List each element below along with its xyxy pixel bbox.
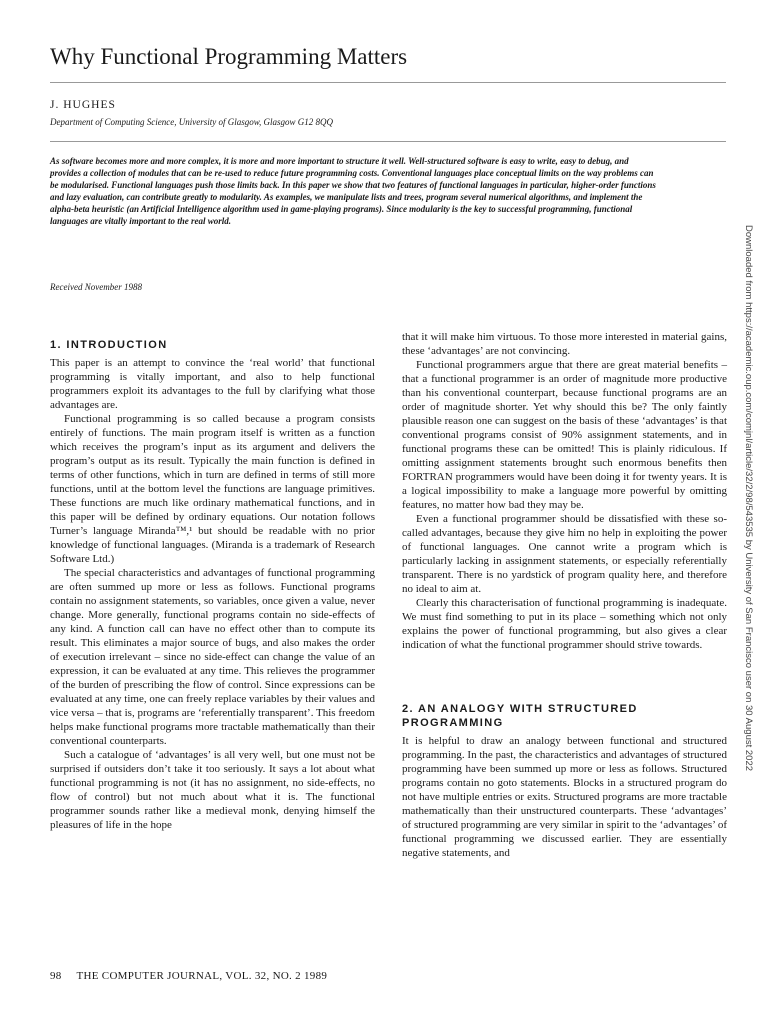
section-heading-analogy: 2. AN ANALOGY WITH STRUCTURED PROGRAMMING xyxy=(402,703,638,729)
paragraph: Clearly this characterisation of functional programming is inadequate. We must find something to put in its place – something which not only explains the power of functional programming, but also gives a clear indication of what the functional programmer should strive towards. xyxy=(402,597,727,651)
abstract-rule xyxy=(50,141,726,142)
left-column xyxy=(50,338,375,832)
paper-title: Why Functional Programming Matters xyxy=(50,44,408,69)
paragraph: that it will make him virtuous. To those more interested in material gains, these ‘advantages’ are not convincing. xyxy=(402,331,727,357)
author-affiliation: Department of Computing Science, University of Glasgow, Glasgow G12 8QQ xyxy=(50,117,334,127)
section-heading-introduction: 1. INTRODUCTION xyxy=(50,339,168,351)
header-rule xyxy=(50,82,726,83)
paragraph: The special characteristics and advantages of functional programming are often summed up more or less as follows. Functional programs contain no assignment statements, so variables, once given a value, never change. More generally, functional programs contain no side-effects of any kind. A function call can have no effect other than to compute its result. This eliminates a major source of bugs, and also makes the order of execution irrelevant – since no side-effect can change the value of an expression, it can be evaluated at any time. This relieves the programmer of the burden of prescribing the flow of control. Since expressions can be evaluated at any time, one can freely replace variables by their values and vice versa – that is, programs are ‘referentially transparent’. This freedom helps make functional programs more tractable mathematically than their conventional counterparts. xyxy=(50,567,375,747)
journal-citation: THE COMPUTER JOURNAL, VOL. 32, NO. 2 1989 xyxy=(76,970,328,982)
paragraph: Such a catalogue of ‘advantages’ is all very well, but one must not be surprised if outsiders don’t take it too seriously. It says a lot about what functional programming is not (it has no assignment, no side-effects, no flow of control) but not much about what it is. The functional programmer sounds rather like a medieval monk, denying himself the pleasures of life in the hope xyxy=(50,749,375,831)
paragraph: This paper is an attempt to convince the ‘real world’ that functional programming is vitally important, and also to help functional programmers exploit its advantages to the full by clarifying what those advantages are. xyxy=(50,357,375,411)
paragraph: Even a functional programmer should be dissatisfied with these so-called advantages, because they give him no help in exploiting the power of functional languages. One cannot write a program which is particularly lacking in assignment statements, or especially referentially transparent. There is no yardstick of program quality here, and therefore no ideal to aim at. xyxy=(402,513,727,595)
right-column xyxy=(402,330,727,860)
paragraph: Functional programmers argue that there are great material benefits – that a functional programmer is an order of magnitude more productive than his conventional counterpart, because functional programs are an order of magnitude shorter. Yet why should this be? The only faintly plausible reason one can suggest on the basis of these ‘advantages’ is that conventional programs consist of 90% assignment statements, and in functional programs these can be omitted! This is plainly ridiculous. If omitting assignment statements brought such enormous benefits then FORTRAN programmers would have been doing it for twenty years. It is a logical impossibility to make a language more powerful by omitting features, no matter how bad they may be. xyxy=(402,359,727,511)
download-watermark: Downloaded from https://academic.oup.com/comjnl/article/32/2/98/543535 by University of San Francisco user on 30 August 2022 xyxy=(743,225,754,772)
section-gap xyxy=(402,652,727,702)
received-date: Received November 1988 xyxy=(50,282,142,292)
author-name: J. HUGHES xyxy=(50,99,116,111)
page-footer xyxy=(50,970,327,982)
abstract: As software becomes more and more complex, it is more and more important to structure it well. Well-structured software is easy to write, easy to debug, and provides a collection of modules that can be re-used to reduce future programming costs. Conventional languages place conceptual limits on the way problems can be modularised. Functional languages push those limits back. In this paper we show that two features of functional languages in particular, higher-order functions and lazy evaluation, can contribute greatly to modularity. As examples, we manipulate lists and trees, program several numerical algorithms, and implement the alpha-beta heuristic (an Artificial Intelligence algorithm used in game-playing programs). Since modularity is the key to successful programming, functional languages are vitally important to the real world. xyxy=(50,156,656,226)
paragraph: It is helpful to draw an analogy between functional and structured programming. In the past, the characteristics and advantages of structured programming have been summed up more or less as follows. Structured programs contain no goto statements. Blocks in a structured program do not have multiple entries or exits. Structured programs are more tractable mathematically than their unstructured counterparts. These ‘advantages’ of structured programming are very similar in spirit to the ‘advantages’ of functional programming we discussed earlier. They are essentially negative statements, and xyxy=(402,735,727,859)
paragraph: Functional programming is so called because a program consists entirely of functions. The main program itself is written as a function which receives the program’s input as its argument and delivers the program’s output as its result. Typically the main function is defined in terms of other functions, which in turn are defined in terms of still more functions, until at the bottom level the functions are language primitives. These functions are much like ordinary mathematical functions, and in this paper will be defined by ordinary equations. Our notation follows Turner’s language Miranda™,¹ but should be readable with no prior knowledge of functional languages. (Miranda is a trademark of Research Software Ltd.) xyxy=(50,413,375,565)
page-number: 98 xyxy=(50,970,62,982)
